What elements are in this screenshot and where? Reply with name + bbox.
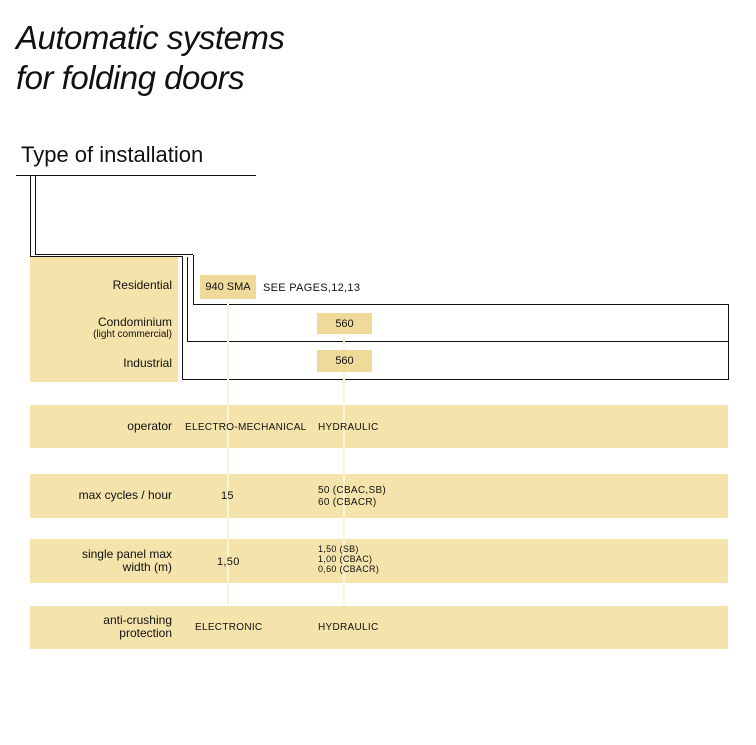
bracket-industrial-h: [182, 379, 729, 380]
model-box-560-industrial[interactable]: 560: [317, 350, 372, 372]
anticrush-value-940sma: ELECTRONIC: [195, 622, 263, 633]
row-label-anticrush-line2: protection: [119, 626, 172, 640]
width-value-560-line3: 0,60 (CBACR): [318, 564, 380, 574]
width-value-560-line2: 1,00 (CBAC): [318, 554, 373, 564]
model-box-940sma[interactable]: 940 SMA: [200, 275, 256, 299]
label-condominium-main: Condominium: [97, 315, 172, 329]
bracket-condominium-h: [187, 341, 729, 342]
width-value-560-line1: 1,50 (SB): [318, 544, 359, 554]
title-line-2: for folding doors: [16, 59, 245, 96]
row-label-anticrush-line1: anti-crushing: [103, 613, 172, 627]
row-label-width-line1: single panel max: [81, 547, 172, 561]
row-label-anticrush: [30, 614, 172, 640]
cycles-value-560: [318, 485, 386, 509]
bracket-right-end: [728, 304, 729, 380]
label-condominium: [30, 316, 172, 340]
anticrush-value-560: HYDRAULIC: [318, 622, 379, 633]
cycles-value-560-line1: 50 (CBAC,SB): [318, 485, 387, 496]
label-condominium-sub: (light commercial): [93, 329, 172, 340]
label-residential: Residential: [112, 278, 172, 292]
label-industrial: Industrial: [123, 356, 172, 370]
bracket-residential-v: [193, 255, 194, 305]
row-label-width-line2: width (m): [122, 560, 172, 574]
cycles-value-940sma: 15: [221, 490, 234, 502]
operator-value-940sma: ELECTRO-MECHANICAL: [185, 422, 307, 433]
bracket-industrial-v: [182, 257, 183, 380]
row-label-cycles: max cycles / hour: [78, 488, 172, 502]
page-title: [16, 18, 284, 98]
width-value-560: [318, 544, 379, 574]
row-label-width: [30, 548, 172, 574]
tree-line-outer: [30, 175, 31, 257]
width-value-940sma: 1,50: [217, 556, 240, 568]
bracket-residential-h: [193, 304, 729, 305]
model-box-560-condominium[interactable]: 560: [317, 313, 372, 334]
section-subtitle: Type of installation: [21, 142, 204, 167]
row-label-operator: operator: [127, 419, 172, 433]
bracket-condominium-v: [187, 257, 188, 342]
tree-line-inner: [35, 175, 36, 255]
operator-value-560: HYDRAULIC: [318, 422, 379, 433]
title-line-1: Automatic systems: [16, 19, 285, 56]
cycles-value-560-line2: 60 (CBACR): [318, 497, 377, 508]
tree-line-h-inner: [35, 254, 193, 255]
subtitle-underline: [16, 175, 256, 176]
see-pages-note: SEE PAGES,12,13: [263, 282, 361, 294]
